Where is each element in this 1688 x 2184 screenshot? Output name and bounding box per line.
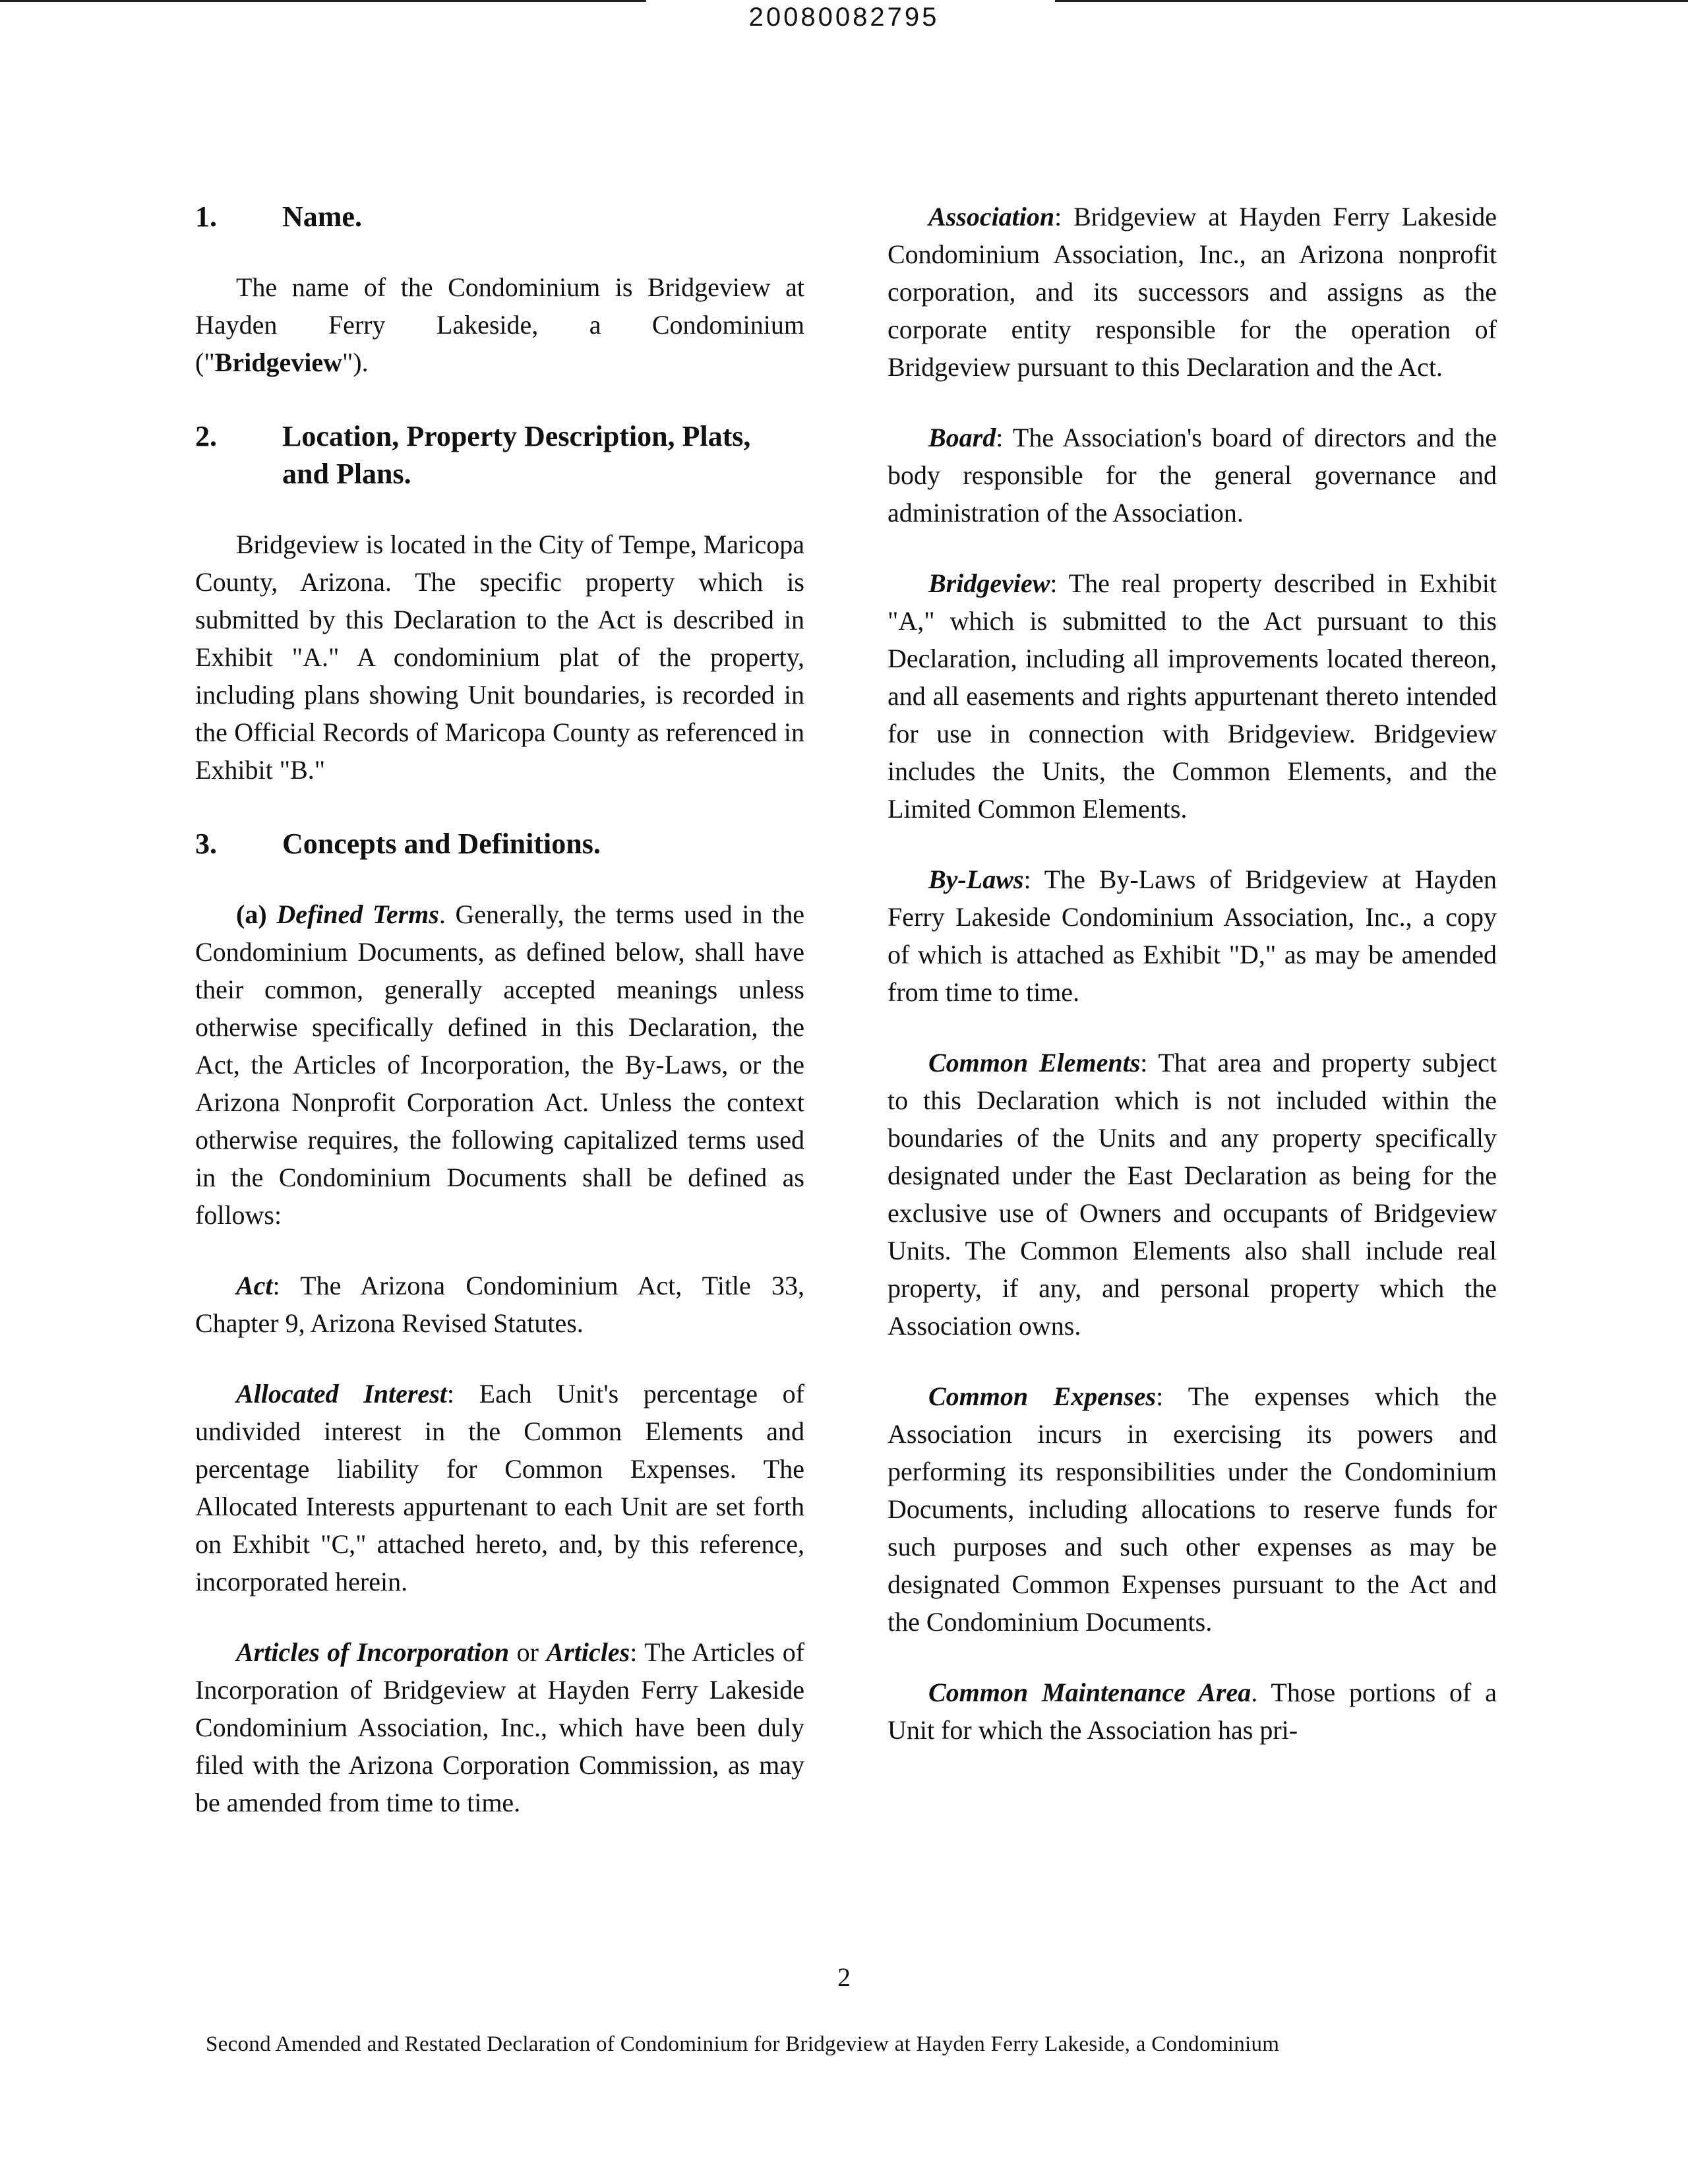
defined-term: Common Elements	[928, 1048, 1141, 1077]
defined-term: Allocated Interest	[236, 1379, 447, 1409]
defined-term: Board	[928, 423, 996, 452]
definition-common-elements: Common Elements: That area and property subject to this Declaration which is not included within the boundaries of the Units and any property specifically designated under the East Declaration as being for the exclusive use of Owners and occupants of Bridgeview Units. The Common Elements also shall include real property, if any, and personal property which the Association owns.	[888, 1048, 1497, 1341]
defined-term: Bridgeview	[928, 568, 1050, 598]
left-column	[195, 198, 804, 1821]
definition-act: Act: The Arizona Condominium Act, Title 33, Chapter 9, Arizona Revised Statutes.	[195, 1271, 804, 1338]
section-3-heading	[195, 825, 804, 863]
section-number: 3.	[195, 828, 217, 860]
definition-board: Board: The Association's board of directors and the body responsible for the general governance and administration of the Association.	[888, 423, 1497, 528]
definition-common-expenses: Common Expenses: The expenses which the Association incurs in exercising its powers and performing its responsibilities under the Condominium Documents, including allocations to reserve funds for such purposes and such other expenses as may be designated Common Expenses pursuant to the Act and the Condominium Documents.	[888, 1381, 1497, 1637]
page-number: 2	[837, 1962, 851, 1992]
section-title: Location, Property Description, Plats, and Plans.	[282, 420, 751, 490]
section-number: 1.	[195, 200, 217, 233]
section-2-paragraph: Bridgeview is located in the City of Tempe, Maricopa County, Arizona. The specific property which is submitted by this Declaration to the Act is described in Exhibit "A." A condominium plat of the property, including plans showing Unit boundaries, is recorded in the Official Records of Maricopa County as referenced in Exhibit "B."	[195, 530, 804, 785]
bold-term: Bridgeview	[214, 348, 342, 377]
definition-allocated-interest: Allocated Interest: Each Unit's percentage of undivided interest in the Common Elements and percentage liability for Common Expenses. The Allocated Interests appurtenant to each Unit are set forth on Exhibit "C," attached hereto, and, by this reference, incorporated herein.	[195, 1379, 804, 1596]
section-2-heading	[195, 417, 804, 493]
defined-term: Association	[928, 202, 1055, 231]
top-rule-left	[0, 0, 646, 2]
defined-term: Articles	[546, 1637, 630, 1667]
section-1-heading	[195, 198, 804, 235]
top-rule-right	[1055, 0, 1688, 2]
defined-term: By-Laws	[928, 864, 1024, 894]
definition-common-maintenance-area: Common Maintenance Area. Those portions of a Unit for which the Association has pri-	[888, 1678, 1497, 1745]
defined-term: Defined Terms	[276, 899, 439, 929]
definition-bridgeview: Bridgeview: The real property described in Exhibit "A," which is submitted to the Act pursuant to this Declaration, including all improvements located thereon, and all easements and rights appurtenant thereto intended for use in connection with Bridgeview. Bridgeview includes the Units, the Common Elements, and the Limited Common Elements.	[888, 568, 1497, 824]
definition-by-laws: By-Laws: The By-Laws of Bridgeview at Hayden Ferry Lakeside Condominium Association, Inc., a copy of which is attached as Exhibit "D," as may be amended from time to time.	[888, 864, 1497, 1007]
section-number: 2.	[195, 420, 217, 452]
definition-articles: Articles of Incorporation or Articles: The Articles of Incorporation of Bridgeview at Hayden Ferry Lakeside Condominium Association, Inc., which have been duly filed with the Arizona Corporation Commission, as may be amended from time to time.	[195, 1637, 805, 1817]
defined-term: Articles of Incorporation	[236, 1637, 510, 1667]
section-1-paragraph: The name of the Condominium is Bridgeview at Hayden Ferry Lakeside, a Condominium ("Bridgeview").	[195, 272, 804, 377]
defined-term: Act	[236, 1271, 273, 1300]
page-footer: Second Amended and Restated Declaration of Condominium for Bridgeview at Hayden Ferry Lakeside, a Condominium	[206, 2032, 1280, 2056]
section-title: Concepts and Definitions.	[282, 828, 601, 860]
defined-terms-paragraph: (a) Defined Terms. Generally, the terms used in the Condominium Documents, as defined below, shall have their common, generally accepted meanings unless otherwise specifically defined in this Declaration, the Act, the Articles of Incorporation, the By-Laws, or the Arizona Nonprofit Corporation Act. Unless the context otherwise requires, the following capitalized terms used in the Condominium Documents shall be defined as follows:	[195, 899, 804, 1230]
definition-association: Association: Bridgeview at Hayden Ferry Lakeside Condominium Association, Inc., an Arizona nonprofit corporation, and its successors and assigns as the corporate entity responsible for the operation of Bridgeview pursuant to this Declaration and the Act.	[888, 202, 1497, 382]
defined-term: Common Maintenance Area	[928, 1678, 1251, 1707]
document-number: 20080082795	[748, 3, 940, 32]
defined-term: Common Expenses	[928, 1381, 1157, 1411]
section-title: Name.	[282, 200, 362, 233]
right-column	[888, 198, 1497, 1749]
